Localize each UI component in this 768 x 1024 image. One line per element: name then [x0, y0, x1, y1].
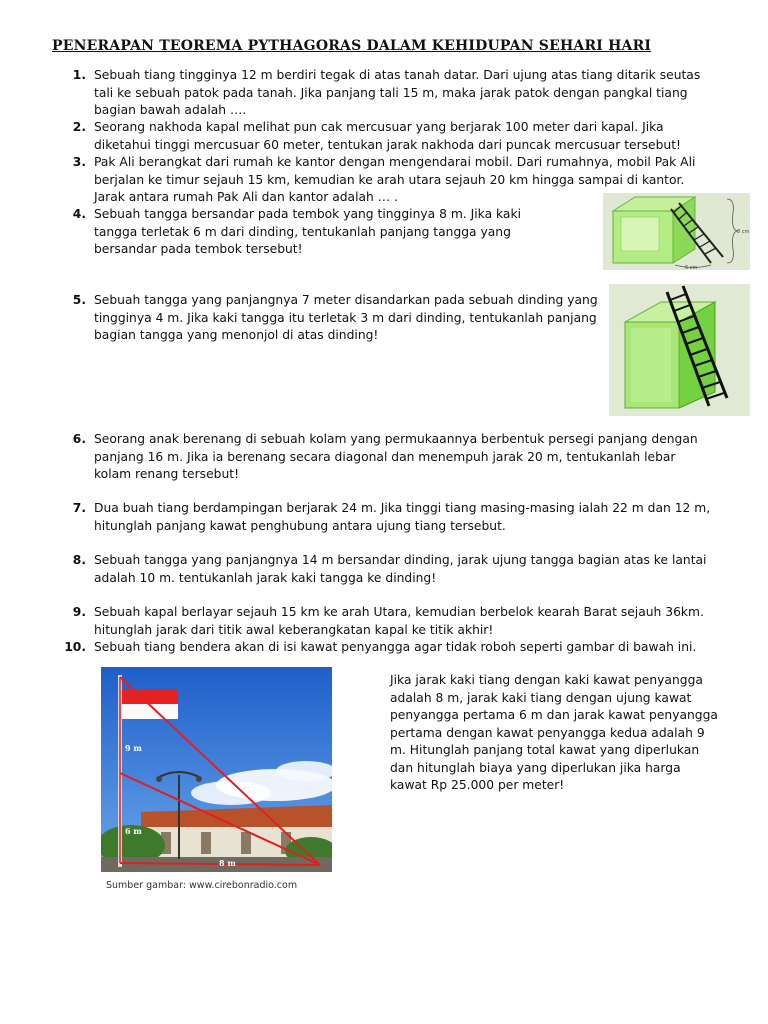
page-title: PENERAPAN TEOREMA PYTHAGORAS DALAM KEHIDUPAN SEHARI HARI: [52, 38, 652, 54]
question-number: 8.: [72, 553, 86, 567]
lower-length-label: 6 m: [125, 826, 142, 836]
question-text: Sebuah tiang tingginya 12 m berdiri tegak di atas tanah datar. Dari ujung atas tiang ditarik seutas tali ke sebuah patok pada tanah. Jika panjang tali 15 m, maka jarak patok dengan pangkal tiang bagian bawah adalah ….: [94, 68, 701, 117]
question-number: 6.: [72, 432, 86, 446]
question-text: Sebuah tangga yang panjangnya 7 meter disandarkan pada sebuah dinding yang tingginya 4 m. Jika kaki tangga itu terletak 3 m dari dinding, tentukanlah panjang bagian tangga yang menonjol di atas dinding!: [94, 293, 598, 342]
question-8: [62, 552, 722, 588]
question-4: [62, 206, 582, 260]
base-label: 6 cm: [685, 265, 698, 270]
question-2: [62, 119, 722, 155]
question-number: 4.: [72, 207, 86, 221]
wall-ladder-figure: [603, 193, 750, 270]
question-6: [62, 431, 722, 485]
question-number: 5.: [72, 293, 86, 307]
flagpole-drawing: [101, 667, 332, 872]
question-number: 3.: [72, 155, 86, 169]
wall-ladder-drawing: [603, 193, 750, 270]
question-10: [62, 639, 722, 657]
question-text: Sebuah tangga yang panjangnya 14 m bersandar dinding, jarak ujung tangga bagian atas ke lantai adalah 10 m. tentukanlah jarak kaki tangga ke dinding!: [94, 553, 707, 585]
ladder-wall-drawing: [609, 284, 750, 416]
question-text: Sebuah kapal berlayar sejauh 15 km ke arah Utara, kemudian berbelok kearah Barat sejauh 36km. hitunglah jarak dari titik awal keberangkatan kapal ke titik akhir!: [94, 605, 704, 637]
question-1: [62, 67, 722, 121]
question-7: [62, 500, 722, 536]
ladder-wall-figure: [609, 284, 750, 416]
question-5: [62, 292, 602, 346]
question-number: 1.: [72, 68, 86, 82]
question-number: 7.: [72, 501, 86, 515]
question-text: Seorang nakhoda kapal melihat pun cak mercusuar yang berjarak 100 meter dari kapal. Jika diketahui tinggi mercusuar 60 meter, tentukan jarak nakhoda dari puncak mercusuar tersebut!: [94, 120, 681, 152]
question-number: 2.: [72, 120, 86, 134]
question-text: Sebuah tiang bendera akan di isi kawat penyangga agar tidak roboh seperti gambar di bawah ini.: [94, 640, 697, 654]
flagpole-photo: [101, 667, 332, 872]
question-text: Sebuah tangga bersandar pada tembok yang tingginya 8 m. Jika kaki tangga terletak 6 m dari dinding, tentukanlah panjang tangga yang bersandar pada tembok tersebut!: [94, 207, 521, 256]
question-text: Pak Ali berangkat dari rumah ke kantor dengan mengendarai mobil. Dari rumahnya, mobil Pak Ali berjalan ke timur sejauh 15 km, kemudian ke arah utara sejauh 20 km hingga sampai di kantor. Jarak antara rumah Pak Ali dan kantor adalah … .: [94, 155, 696, 204]
height-label: 8 cm: [737, 229, 750, 235]
question-9: [62, 604, 722, 640]
photo-source-caption: Sumber gambar: www.cirebonradio.com: [106, 880, 298, 891]
upper-length-label: 9 m: [125, 743, 142, 753]
question-text: Dua buah tiang berdampingan berjarak 24 m. Jika tinggi tiang masing-masing ialah 22 m dan 12 m, hitunglah panjang kawat penghubung antara ujung tiang tersebut.: [94, 501, 711, 533]
question-number: 10.: [64, 640, 86, 654]
question-text: Seorang anak berenang di sebuah kolam yang permukaannya berbentuk persegi panjang dengan panjang 16 m. Jika ia berenang secara diagonal dan menempuh jarak 20 m, tentukanlah lebar kolam renang tersebut!: [94, 432, 698, 481]
question-number: 9.: [72, 605, 86, 619]
base-length-label: 8 m: [219, 858, 236, 868]
question-10-detail: Jika jarak kaki tiang dengan kaki kawat penyangga adalah 8 m, jarak kaki tiang dengan ujung kawat penyangga pertama 6 m dan jarak kawat penyangga pertama dengan kawat penyangga kedua adalah 9 m. Hitunglah panjang total kawat yang diperlukan dan hitunglah biaya yang diperlukan jika harga kawat Rp 25.000 per meter!: [390, 673, 718, 792]
